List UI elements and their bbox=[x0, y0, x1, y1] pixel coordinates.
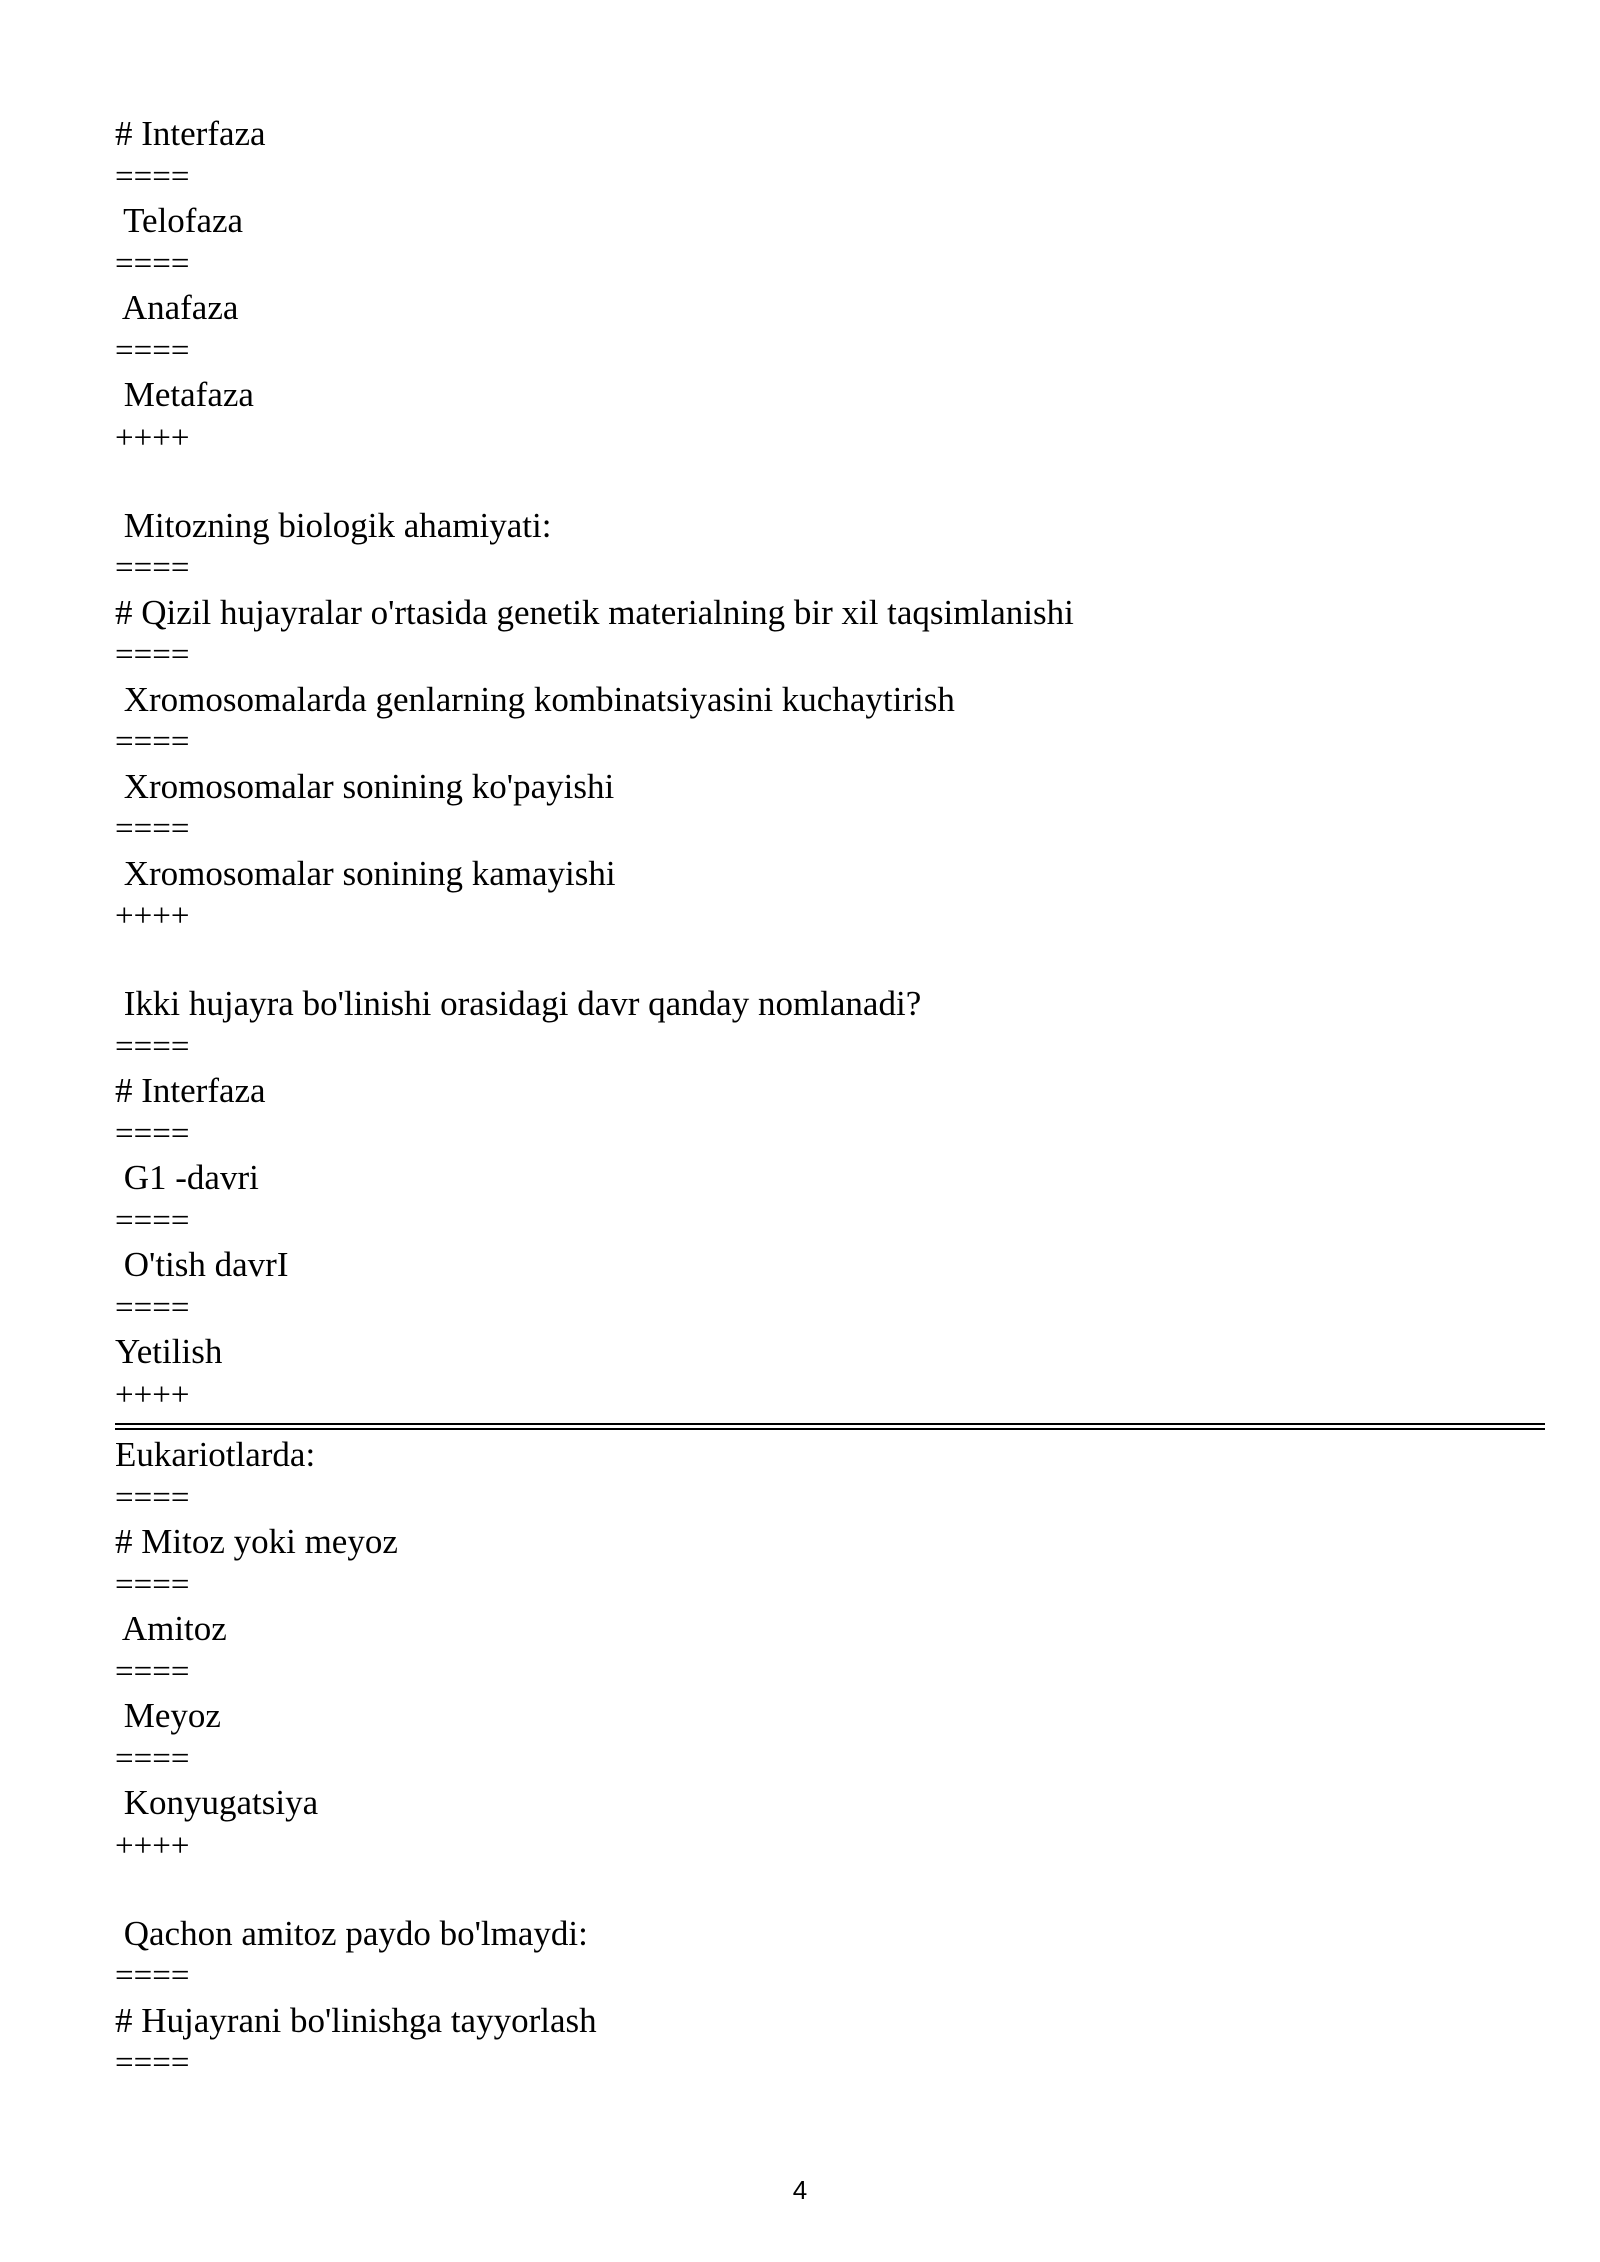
question-line: Eukariotlarda: bbox=[115, 1435, 316, 1474]
question-block-2 bbox=[115, 504, 1545, 939]
separator-line: ==== bbox=[115, 2045, 190, 2081]
question-line: Ikki hujayra bo'linishi orasidagi davr qanday nomlanadi? bbox=[115, 984, 922, 1023]
separator-line: ==== bbox=[115, 1566, 190, 1603]
answer-line: Xromosomalar sonining kamayishi bbox=[115, 853, 616, 893]
separator-line: ==== bbox=[115, 332, 190, 369]
answer-line: Konyugatsiya bbox=[115, 1783, 319, 1822]
question-block-4 bbox=[115, 1433, 1545, 1868]
question-block-3 bbox=[115, 982, 1545, 1417]
answer-line: # Interfaza bbox=[115, 1071, 266, 1110]
text-line: Anafaza bbox=[115, 288, 239, 327]
document-body bbox=[115, 112, 1545, 2086]
end-marker-line: ++++ bbox=[115, 898, 190, 934]
end-marker-line: ++++ bbox=[115, 419, 190, 456]
text-line: Telofaza bbox=[115, 201, 244, 240]
blank-line bbox=[115, 1868, 1545, 1912]
end-marker-line: ++++ bbox=[115, 1827, 190, 1864]
separator-line: ==== bbox=[115, 1202, 190, 1239]
page-number: 4 bbox=[792, 2175, 808, 2205]
separator-line: ==== bbox=[115, 245, 190, 282]
answer-line: Xromosomalar sonining ko'payishi bbox=[115, 766, 615, 806]
separator-line: ==== bbox=[115, 1289, 190, 1326]
end-marker-line: ++++ bbox=[115, 1376, 190, 1413]
double-rule-divider bbox=[115, 1421, 1545, 1433]
question-line: Qachon amitoz paydo bo'lmaydi: bbox=[115, 1913, 588, 1953]
separator-line: ==== bbox=[115, 158, 190, 195]
separator-line: ==== bbox=[115, 1740, 190, 1777]
answer-line: Meyoz bbox=[115, 1696, 221, 1735]
answer-line: Yetilish bbox=[115, 1332, 223, 1371]
answer-line: Amitoz bbox=[115, 1609, 227, 1648]
separator-line: ==== bbox=[115, 1115, 190, 1152]
question-block-1 bbox=[115, 112, 1545, 460]
text-line: Metafaza bbox=[115, 375, 254, 414]
separator-line: ==== bbox=[115, 724, 190, 760]
answer-line: # Hujayrani bo'linishga tayyorlash bbox=[115, 2000, 597, 2040]
answer-line: # Mitoz yoki meyoz bbox=[115, 1522, 398, 1561]
blank-line bbox=[115, 939, 1545, 983]
answer-line: G1 -davri bbox=[115, 1158, 259, 1197]
question-line: Mitozning biologik ahamiyati: bbox=[115, 505, 552, 545]
question-block-5 bbox=[115, 1912, 1545, 2086]
answer-line: O'tish davrI bbox=[115, 1245, 289, 1284]
separator-line: ==== bbox=[115, 1653, 190, 1690]
separator-line: ==== bbox=[115, 1028, 190, 1065]
answer-line: Xromosomalarda genlarning kombinatsiyasini kuchaytirish bbox=[115, 679, 955, 719]
separator-line: ==== bbox=[115, 811, 190, 847]
blank-line bbox=[115, 460, 1545, 504]
separator-line: ==== bbox=[115, 1479, 190, 1516]
separator-line: ==== bbox=[115, 637, 190, 673]
text-line: # Interfaza bbox=[115, 114, 266, 153]
answer-line: # Qizil hujayralar o'rtasida genetik materialning bir xil taqsimlanishi bbox=[115, 592, 1074, 632]
separator-line: ==== bbox=[115, 550, 190, 586]
separator-line: ==== bbox=[115, 1958, 190, 1994]
